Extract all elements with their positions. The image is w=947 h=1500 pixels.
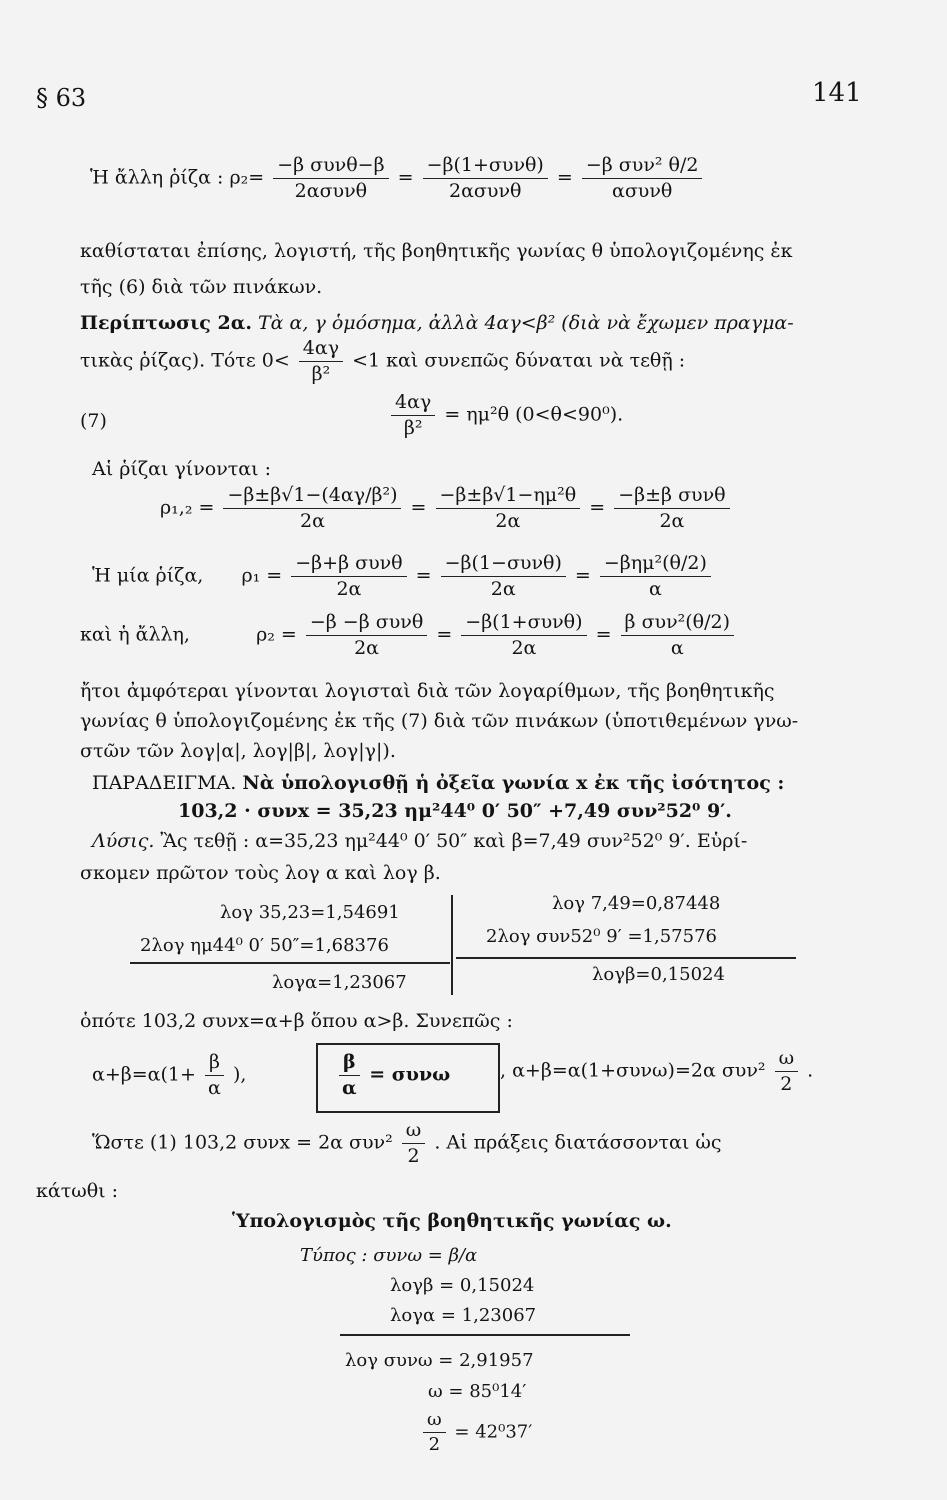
denominator: 2α: [659, 509, 685, 532]
case-label: Περίπτωσις 2α.: [80, 312, 252, 334]
text: .: [807, 1059, 814, 1082]
example-label: ΠΑΡΑΔΕΙΓΜΑ.: [92, 772, 237, 794]
equals: =: [589, 496, 606, 519]
text: = ημ²θ (0<θ<90⁰).: [444, 403, 624, 426]
numerator: −βημ²(θ/2): [600, 553, 711, 577]
section-number: § 63: [36, 84, 87, 112]
numerator: −β±β√1−(4αγ/β²): [223, 485, 401, 509]
denominator: α: [342, 1076, 357, 1099]
equals: =: [574, 564, 591, 587]
fraction: [621, 612, 734, 659]
text: ρ₁ =: [241, 564, 283, 587]
numerator: β: [205, 1052, 224, 1076]
denominator: 2ασυνθ: [449, 179, 522, 202]
denominator: 2α: [495, 509, 521, 532]
table-cell: 2λογ συν52⁰ 9′ =1,57576: [486, 926, 717, 947]
fraction: [600, 553, 711, 600]
text: Ἡ μία ῥίζα,: [92, 564, 204, 587]
numerator: ω: [423, 1410, 446, 1433]
numerator: −β(1+συνθ): [461, 612, 586, 636]
text: ρ₂ =: [256, 623, 297, 646]
fraction: [339, 1052, 360, 1099]
calc-row: λογ συνω = 2,91957: [345, 1350, 534, 1371]
solution-label: Λύσις.: [92, 830, 155, 852]
fraction: [205, 1052, 224, 1099]
denominator: α: [670, 636, 684, 659]
calc-rule: [340, 1334, 630, 1336]
denominator: 2: [428, 1433, 441, 1455]
paragraph-line: ὁπότε 103,2 συνx=α+β ὅπου α>β. Συνεπῶς :: [80, 1010, 513, 1032]
paragraph-line: στῶν τῶν λογ|α|, λογ|β|, λογ|γ|).: [80, 740, 396, 762]
numerator: ω: [402, 1120, 426, 1144]
text: ),: [232, 1063, 247, 1086]
equals: =: [436, 623, 453, 646]
denominator: α: [648, 577, 662, 600]
fraction: [614, 485, 729, 532]
table-cell: λογ 35,23=1,54691: [220, 902, 400, 923]
numerator: −β±β√1−ημ²θ: [436, 485, 581, 509]
table-cell: λογβ=0,15024: [592, 964, 725, 985]
numerator: −β συνθ−β: [273, 155, 388, 179]
numerator: −β συν² θ/2: [582, 155, 703, 179]
text: = συνω: [369, 1063, 451, 1086]
numerator: 4αγ: [391, 392, 435, 416]
fraction: [299, 338, 343, 385]
paragraph-line: Αἱ ῥίζαι γίνονται :: [92, 458, 272, 480]
fraction: [391, 392, 435, 439]
table-divider: [451, 895, 453, 995]
table-cell: λογ 7,49=0,87448: [552, 893, 721, 914]
fraction: [423, 155, 548, 202]
sum-formula: [92, 1052, 246, 1099]
numerator: −β(1−συνθ): [441, 553, 566, 577]
denominator: α: [208, 1076, 221, 1099]
example-text: Νὰ ὑπολογισθῇ ἡ ὀξεῖα γωνία x ἐκ τῆς ἰσότητος :: [242, 772, 785, 794]
text: τικὰς ῥίζας). Τότε 0<: [80, 349, 290, 372]
numerator: ω: [775, 1048, 799, 1072]
calc-row: λογβ = 0,15024: [390, 1275, 535, 1296]
fraction: [273, 155, 388, 202]
text: Ἂς τεθῇ : α=35,23 ημ²44⁰ 0′ 50″ καὶ β=7,49 συν²52⁰ 9′. Εὑρί-: [160, 830, 748, 852]
text: Ὥστε (1) 103,2 συνx = 2α συν²: [92, 1131, 393, 1154]
paragraph-line: ἤτοι ἀμφότεραι γίνονται λογισταὶ διὰ τῶν λογαρίθμων, τῆς βοηθητικῆς: [80, 680, 775, 702]
table-cell: 2λογ ημ44⁰ 0′ 50″=1,68376: [140, 935, 389, 956]
numerator: β συν²(θ/2): [621, 612, 734, 636]
calc-row-half-angle: [420, 1410, 532, 1455]
equals: =: [556, 166, 573, 189]
fraction: [461, 612, 586, 659]
fraction: [436, 485, 581, 532]
paragraph-line: κάτωθι :: [36, 1180, 119, 1202]
text: Ἡ ἄλλη ῥίζα : ρ₂=: [90, 166, 265, 189]
fraction: [775, 1048, 799, 1095]
sum-cos-formula: [500, 1048, 813, 1095]
denominator: β²: [403, 416, 423, 439]
paragraph-line: γωνίας θ ὑπολογιζομένης ἐκ τῆς (7) διὰ τῶν πινάκων (ὑποτιθεμένων γνω-: [80, 710, 799, 732]
example-equation: 103,2 · συνx = 35,23 ημ²44⁰ 0′ 50″ +7,49 συν²52⁰ 9′.: [178, 800, 732, 822]
text: , α+β=α(1+συνω)=2α συν²: [500, 1059, 766, 1082]
text: α+β=α(1+: [92, 1063, 196, 1086]
text: ρ₁,₂ =: [160, 496, 215, 519]
roots-formula: [160, 485, 947, 532]
fraction: [306, 612, 427, 659]
text: <1 καὶ συνεπῶς δύναται νὰ τεθῇ :: [352, 349, 686, 372]
page-number: 141: [812, 78, 862, 108]
table-cell: λογα=1,23067: [272, 972, 407, 993]
text: καὶ ἡ ἄλλη,: [80, 623, 190, 646]
fraction: [223, 485, 401, 532]
denominator: 2α: [511, 636, 537, 659]
table-rule: [456, 957, 796, 959]
first-root-formula: [92, 553, 882, 600]
denominator: 2: [780, 1072, 793, 1095]
equals: =: [595, 623, 612, 646]
denominator: 2α: [490, 577, 516, 600]
calc-title: Ὑπολογισμὸς τῆς βοηθητικῆς γωνίας ω.: [232, 1210, 672, 1232]
paragraph-line: καθίσταται ἐπίσης, λογιστή, τῆς βοηθητικῆς γωνίας θ ὑπολογιζομένης ἐκ: [80, 240, 793, 262]
paragraph-line: τῆς (6) διὰ τῶν πινάκων.: [80, 276, 323, 298]
numerator: −β+β συνθ: [291, 553, 406, 577]
calc-row: Τύπος : συνω = β/α: [300, 1245, 478, 1266]
boxed-formula: [336, 1052, 450, 1099]
solution-line: [92, 830, 882, 852]
case-text: Τὰ α, γ ὁμόσημα, ἀλλὰ 4αγ<β² (διὰ νὰ ἔχωμεν πραγμα-: [258, 312, 794, 334]
numerator: −β(1+συνθ): [423, 155, 548, 179]
denominator: 2: [407, 1144, 420, 1167]
inequality-line: [80, 338, 870, 385]
equation-label: (7): [80, 410, 107, 432]
denominator: 2ασυνθ: [294, 179, 368, 202]
numerator: −β±β συνθ: [614, 485, 729, 509]
second-root-formula: [80, 612, 870, 659]
denominator: 2α: [336, 577, 362, 600]
fraction: [423, 1410, 446, 1455]
text: = 42⁰37′: [454, 1421, 533, 1443]
example-heading: [92, 772, 882, 794]
numerator: β: [339, 1052, 360, 1076]
calc-row: ω = 85⁰14′: [428, 1381, 527, 1402]
case-2a-heading: [80, 312, 870, 334]
paragraph-line: σκομεν πρῶτον τοὺς λογ α καὶ λογ β.: [80, 862, 441, 884]
fraction: [582, 155, 703, 202]
fraction: [291, 553, 406, 600]
denominator: ασυνθ: [611, 179, 673, 202]
table-rule: [130, 962, 450, 964]
so-formula: [92, 1120, 882, 1167]
equals: =: [397, 166, 414, 189]
text: . Αἱ πράξεις διατάσσονται ὡς: [434, 1131, 722, 1154]
calc-row: λογα = 1,23067: [390, 1305, 537, 1326]
equals: =: [410, 496, 427, 519]
denominator: β²: [311, 362, 331, 385]
equals: =: [415, 564, 432, 587]
fraction: [441, 553, 566, 600]
denominator: 2α: [354, 636, 380, 659]
fraction: [402, 1120, 426, 1167]
denominator: 2α: [300, 509, 325, 532]
other-root-formula: [90, 155, 880, 202]
numerator: −β −β συνθ: [306, 612, 427, 636]
numerator: 4αγ: [299, 338, 343, 362]
equation-7: [388, 392, 623, 439]
